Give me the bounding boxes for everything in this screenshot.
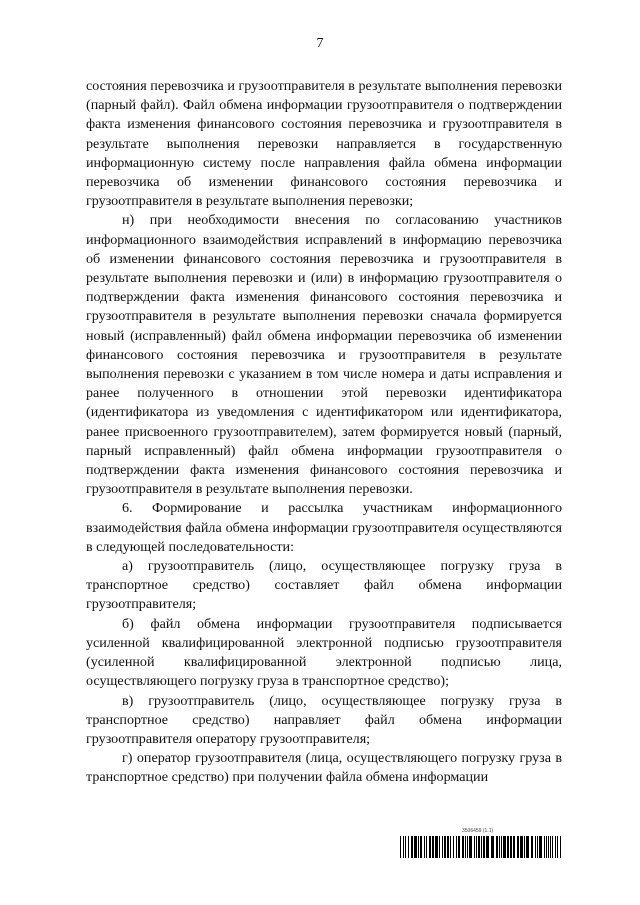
document-code: 3506459 (1.1) [462, 828, 494, 834]
barcode-image [400, 836, 562, 858]
paragraph: г) оператор грузоотправителя (лица, осуществляющего погрузку груза в транспортное средство) при получении файла обмена информации [86, 750, 562, 786]
paragraph: в) грузоотправитель (лицо, осуществляющее погрузку груза в транспортное средство) направляет файл обмена информации грузоотправителя оператору грузоотправителя; [86, 692, 562, 747]
paragraph: 6. Формирование и рассылка участникам информационного взаимодействия файла обмена информации грузоотправителя осуществляются в следующей последовательности: [86, 500, 562, 555]
page-number: 7 [316, 36, 324, 51]
paragraph: б) файл обмена информации грузоотправителя подписывается усиленной квалифицированной электронной подписью грузоотправителя (усиленной квалифицированной электронной подписью лица, осуществляющего погрузку груза в транспортное средство); [86, 615, 562, 690]
paragraph: состояния перевозчика и грузоотправителя в результате выполнения перевозки (парный файл). Файл обмена информации грузоотправителя о подтверждении факта изменения финансового состояния перевозчика и грузоотправителя в результате выполнения перевозки направляется в государственную информационную систему после направления файла обмена информации перевозчика об изменении финансового состояния перевозчика и грузоотправителя в результате выполнения перевозки; [86, 78, 562, 210]
document-body [86, 77, 562, 788]
paragraph: н) при необходимости внесения по согласованию участников информационного взаимодействия исправлений в информацию перевозчика об изменении финансового состояния перевозчика и грузоотправителя в результате выполнения перевозки и (или) в информацию грузоотправителя о подтверждении факта изменения финансового состояния перевозчика и грузоотправителя в результате выполнения перевозки сначала формируется новый (исправленный) файл обмена информации перевозчика об изменении финансового состояния перевозчика и грузоотправителя в результате выполнения перевозки с указанием в том числе номера и даты исправления и ранее полученного в отношении этой перевозки идентификатора (идентификатора из уведомления с идентификатором или идентификатора, ранее присвоенного грузоотправителем), затем формируется новый (парный, парный исправленный) файл обмена информации грузоотправителя о подтверждении факта изменения финансового состояния перевозчика и грузоотправителя в результате выполнения перевозки. [86, 212, 562, 498]
paragraph: а) грузоотправитель (лицо, осуществляющее погрузку груза в транспортное средство) составляет файл обмена информации грузоотправителя; [86, 558, 562, 613]
